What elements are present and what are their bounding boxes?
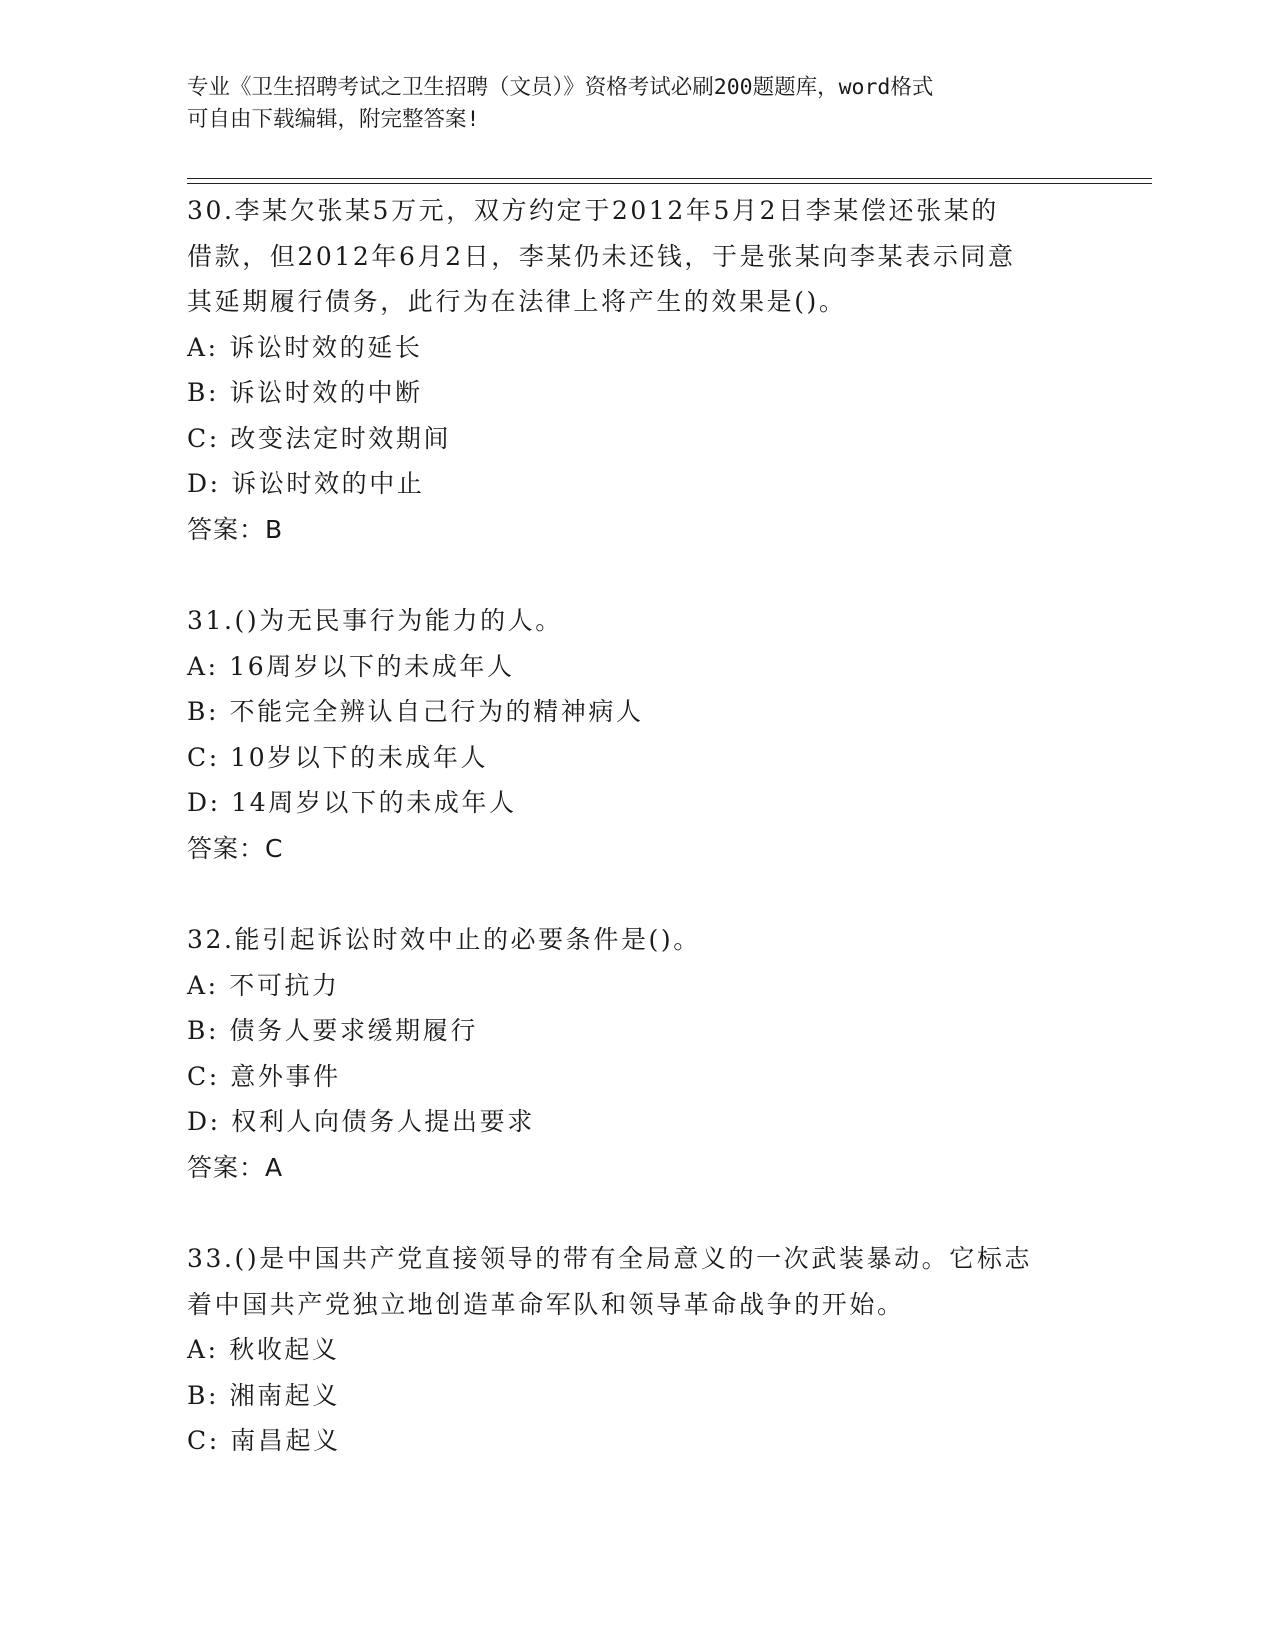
header-divider-top — [187, 178, 1152, 179]
question-stem: 31.()为无民事行为能力的人。 — [187, 606, 563, 635]
option-a: A: 16周岁以下的未成年人 — [187, 651, 515, 681]
option-c: C: 改变法定时效期间 — [187, 423, 452, 453]
option-b: B: 湘南起义 — [187, 1380, 340, 1410]
question-stem: 33.()是中国共产党直接领导的带有全局意义的一次武装暴动。它标志 着中国共产党独立地创造革命军队和领导革命战争的开始。 — [187, 1244, 1033, 1319]
header-title-line-1: 专业《卫生招聘考试之卫生招聘（文员）》资格考试必刷200题题库，word格式 — [187, 75, 934, 100]
header-title-line-2: 可自由下载编辑，附完整答案! — [187, 107, 480, 132]
question-31 — [187, 598, 1087, 871]
header-divider-bottom — [187, 183, 1152, 184]
option-c: C: 意外事件 — [187, 1061, 341, 1091]
question-stem: 32.能引起诉讼时效中止的必要条件是()。 — [187, 925, 701, 954]
option-a: A: 诉讼时效的延长 — [187, 332, 423, 362]
option-d: D: 诉讼时效的中止 — [187, 469, 425, 498]
answer-line: 答案：B — [187, 514, 284, 544]
option-b: B: 不能完全辨认自己行为的精神病人 — [187, 697, 644, 726]
option-c: C: 10岁以下的未成年人 — [187, 742, 489, 772]
question-list — [187, 188, 1087, 1510]
option-a: A: 秋收起义 — [187, 1335, 340, 1364]
answer-line: 答案：A — [187, 1152, 284, 1182]
question-30 — [187, 188, 1087, 552]
question-32 — [187, 917, 1087, 1190]
question-33 — [187, 1236, 1087, 1464]
question-stem: 30.李某欠张某5万元，双方约定于2012年5月2日李某偿还张某的 借款，但2012年6月2日，李某仍未还钱，于是张某向李某表示同意 其延期履行债务，此行为在法律上将产生的效果是()。 — [187, 196, 1016, 316]
option-d: D: 权利人向债务人提出要求 — [187, 1107, 535, 1136]
document-header — [187, 72, 1067, 136]
option-d: D: 14周岁以下的未成年人 — [187, 788, 517, 817]
option-b: B: 债务人要求缓期履行 — [187, 1016, 478, 1045]
option-c: C: 南昌起义 — [187, 1426, 341, 1455]
option-a: A: 不可抗力 — [187, 970, 340, 1000]
answer-line: 答案：C — [187, 833, 284, 863]
option-b: B: 诉讼时效的中断 — [187, 378, 423, 407]
